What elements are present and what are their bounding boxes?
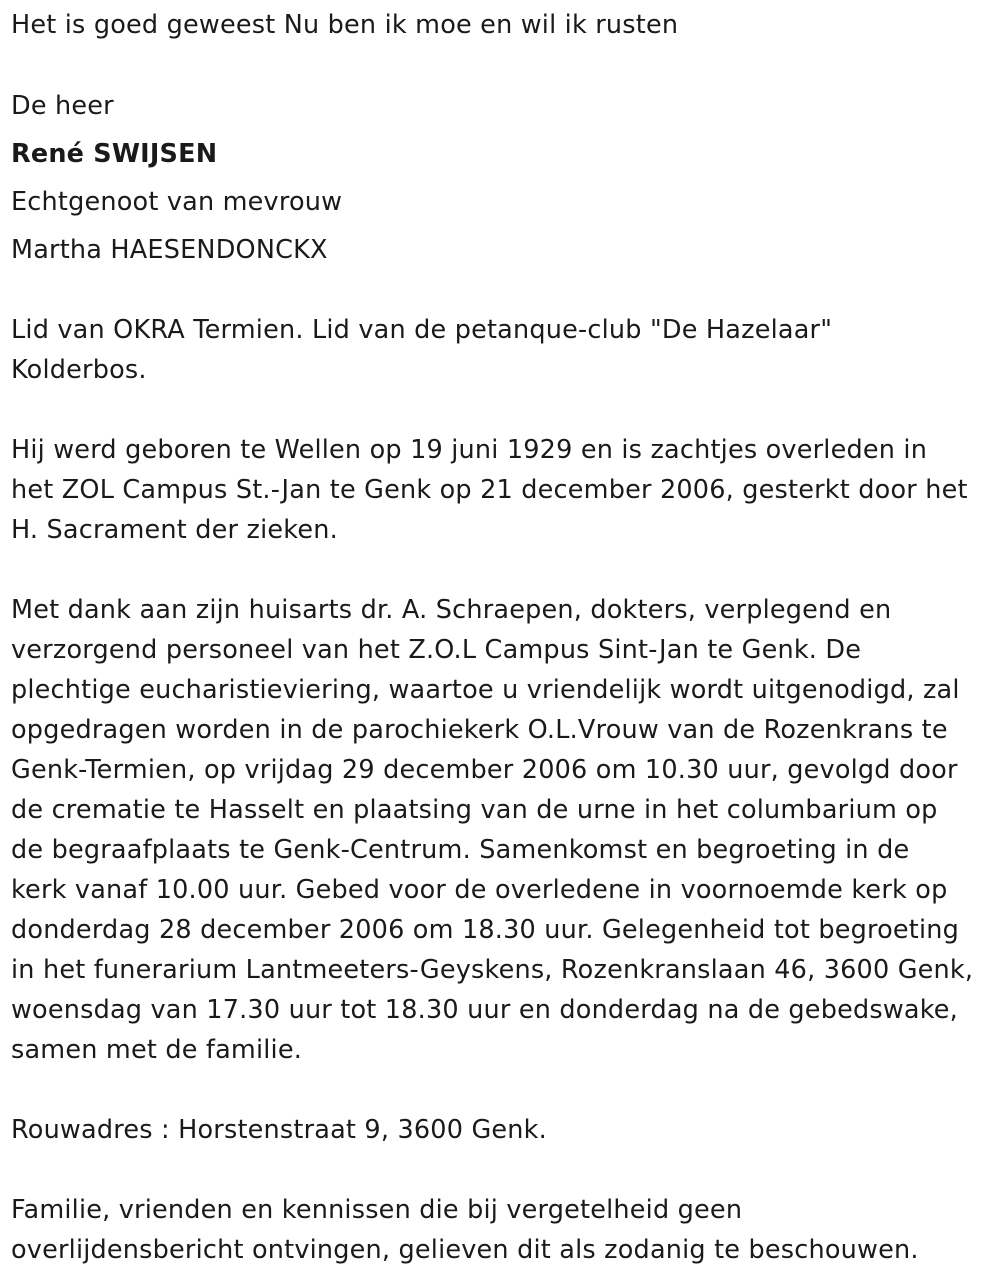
birth-death-line: het ZOL Campus St.-Jan te Genk op 21 december 2006, gesterkt door het [11, 475, 968, 505]
mourning-address: Rouwadres : Horstenstraat 9, 3600 Genk. [11, 1115, 547, 1145]
membership-line: Kolderbos. [11, 355, 147, 385]
thanks-line: de begraafplaats te Genk-Centrum. Samenkomst en begroeting in de [11, 835, 910, 865]
thanks-line: plechtige eucharistieviering, waartoe u vriendelijk wordt uitgenodigd, zal [11, 675, 960, 705]
thanks-line: kerk vanaf 10.00 uur. Gebed voor de overledene in voornoemde kerk op [11, 875, 948, 905]
closing-line: Familie, vrienden en kennissen die bij vergetelheid geen [11, 1195, 743, 1225]
title-prefix: De heer [11, 91, 114, 121]
thanks-line: Genk-Termien, op vrijdag 29 december 2006 om 10.30 uur, gevolgd door [11, 755, 958, 785]
spouse-line: Echtgenoot van mevrouw [11, 187, 343, 217]
spouse-name: Martha HAESENDONCKX [11, 235, 328, 265]
thanks-line: opgedragen worden in de parochiekerk O.L.Vrouw van de Rozenkrans te [11, 715, 948, 745]
thanks-line: samen met de familie. [11, 1035, 303, 1065]
birth-death-line: Hij werd geboren te Wellen op 19 juni 1929 en is zachtjes overleden in [11, 435, 928, 465]
birth-death-line: H. Sacrament der zieken. [11, 515, 338, 545]
thanks-line: donderdag 28 december 2006 om 18.30 uur. Gelegenheid tot begroeting [11, 915, 960, 945]
thanks-line: de crematie te Hasselt en plaatsing van de urne in het columbarium op [11, 795, 938, 825]
thanks-line: Met dank aan zijn huisarts dr. A. Schraepen, dokters, verplegend en [11, 595, 892, 625]
closing-line: overlijdensbericht ontvingen, gelieven dit als zodanig te beschouwen. [11, 1235, 919, 1265]
membership-line: Lid van OKRA Termien. Lid van de petanque-club "De Hazelaar" [11, 315, 833, 345]
motto-line: Het is goed geweest Nu ben ik moe en wil ik rusten [11, 10, 679, 40]
thanks-line: woensdag van 17.30 uur tot 18.30 uur en donderdag na de gebedswake, [11, 995, 958, 1025]
thanks-line: in het funerarium Lantmeeters-Geyskens, Rozenkranslaan 46, 3600 Genk, [11, 955, 974, 985]
deceased-name: René SWIJSEN [11, 139, 218, 169]
thanks-line: verzorgend personeel van het Z.O.L Campus Sint-Jan te Genk. De [11, 635, 862, 665]
